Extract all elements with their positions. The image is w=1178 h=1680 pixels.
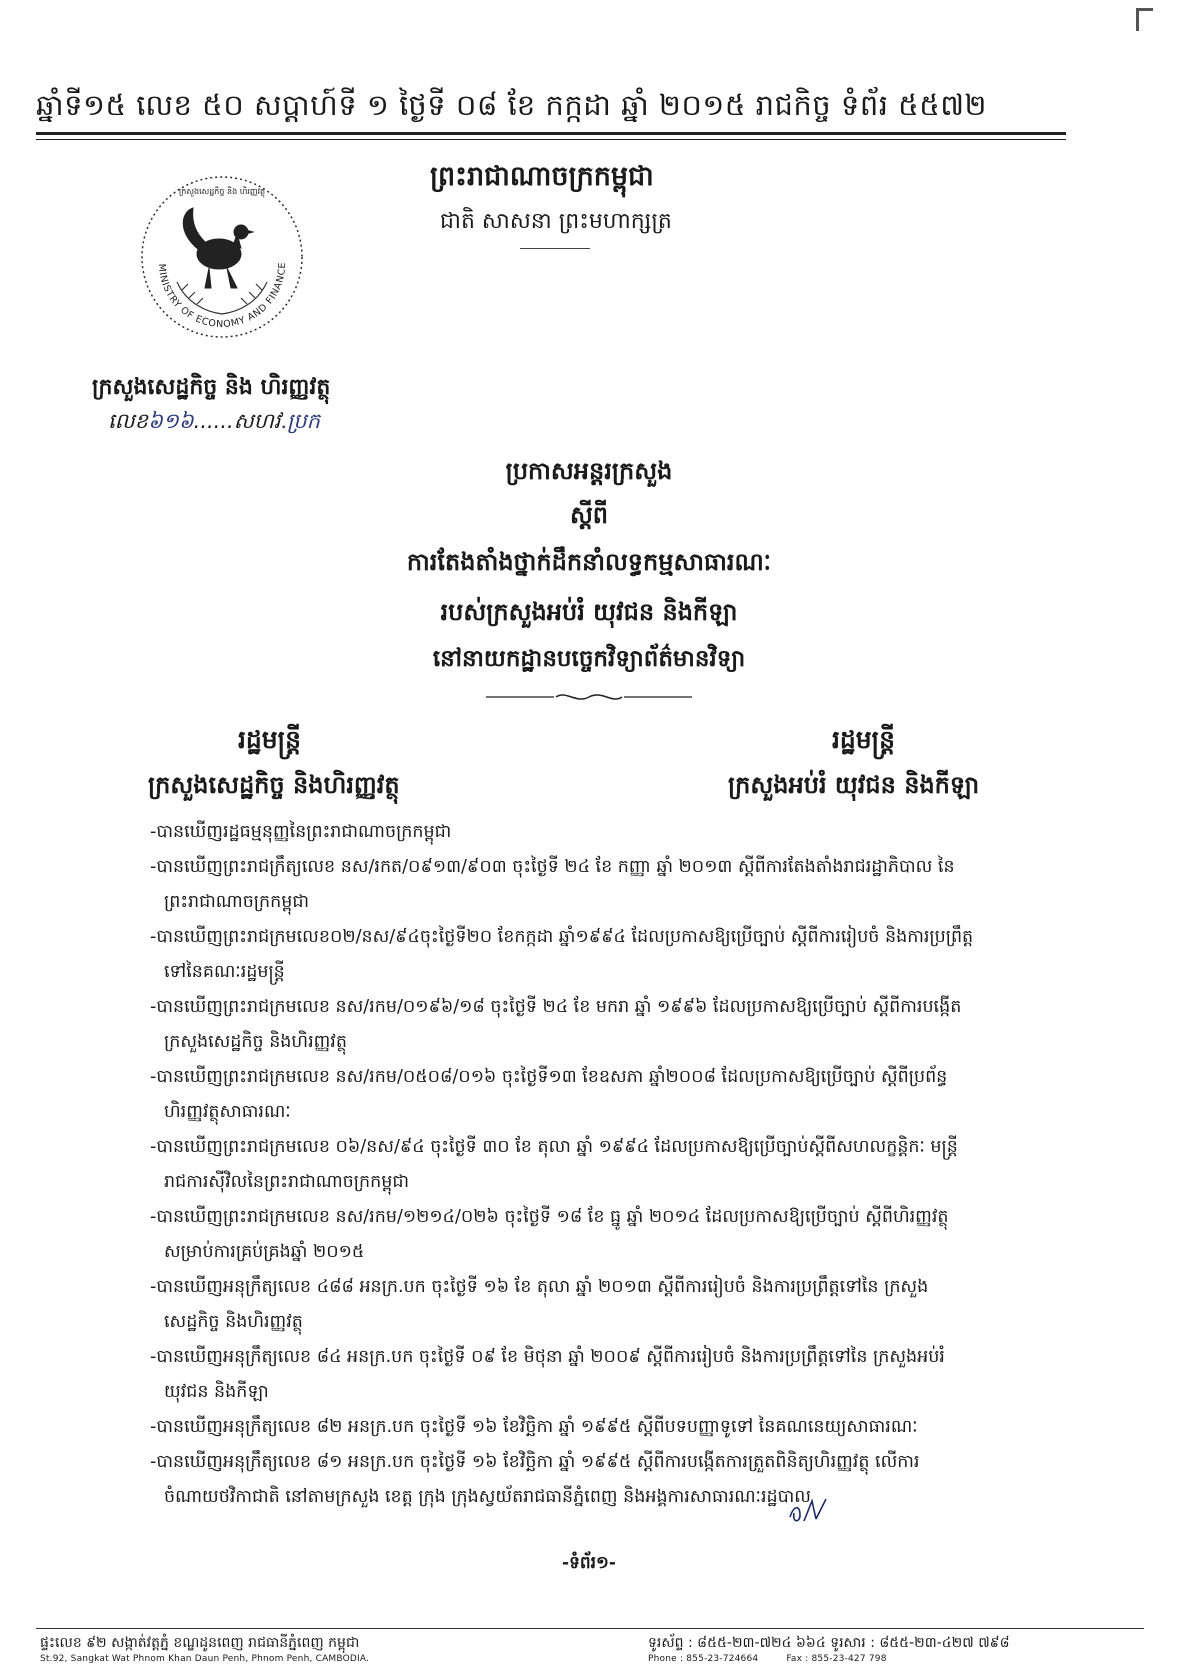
seal-text: MINISTRY OF ECONOMY AND FINANCE	[155, 261, 289, 331]
footer-address-kh: ផ្ទះលេខ ៩២ សង្កាត់វត្តភ្នំ ខណ្ឌដូនពេញ រាជធានីភ្នំពេញ កម្ពុជា	[40, 1635, 360, 1651]
page-number: -ទំព័រ១-	[562, 1553, 616, 1573]
legal-reference: -បានឃើញព្រះរាជក្រឹត្យលេខ នស/រកត/០៩១៣/៩០៣ ចុះថ្ងៃទី ២៤ ខែ កញ្ញា ឆ្នាំ ២០១៣ ស្ដីពីការតែងតាំងរាជរដ្ឋាភិបាល នៃ ព្រះរាជាណាចក្រកម្ពុជា	[150, 857, 955, 912]
svg-text:MINISTRY OF ECONOMY AND FINANC	[156, 262, 288, 330]
legal-reference: -បានឃើញព្រះរាជក្រមលេខ នស/រកម/០១៩៦/១៨ ចុះថ្ងៃទី ២៤ ខែ មករា ឆ្នាំ ១៩៩៦ ដែលប្រកាសឱ្យប្រើច្បាប់ ស្ដីពីការបង្កើត ក្រសួងសេដ្ឋកិច្ច និងហិរញ្ញវត្ថុ	[150, 997, 962, 1052]
ref-prefix: លេខ	[108, 409, 148, 433]
header-rule	[36, 132, 1066, 135]
document-title-line-2: របស់ក្រសួងអប់រំ យុវជន និងកីឡា	[440, 598, 738, 626]
footer-address	[40, 1634, 560, 1666]
footer-contact-kh: ទូរស័ព្ទ : ៨៥៥-២៣-៧២៤ ៦៦៤ ទូរសារ : ៨៥៥-២៣-៤២៧ ៧៩៨	[648, 1635, 1010, 1651]
right-signatory-ministry: ក្រសួងអប់រំ យុវជន និងកីឡា	[728, 771, 980, 799]
footer-address-en: St.92, Sangkat Wat Phnom Khan Daun Penh, Phnom Penh, CAMBODIA.	[40, 1654, 370, 1664]
kingdom-motto: ជាតិ សាសនា ព្រះមហាក្សត្រ	[440, 209, 672, 234]
reference-number	[108, 408, 320, 439]
document-title-line-1: ការតែងតាំងថ្នាក់ដឹកនាំលទ្ធកម្មសាធារណៈ	[406, 548, 772, 576]
motto-ornament	[520, 248, 590, 249]
legal-reference: -បានឃើញអនុក្រឹត្យលេខ ៨៤ អនក្រ.បក ចុះថ្ងៃទី ០៩ ខែ មិថុនា ឆ្នាំ ២០០៩ ស្ដីពីការរៀបចំ និងការប្រព្រឹត្តទៅនៃ ក្រសួងអប់រំ យុវជន និងកីឡា	[150, 1347, 945, 1402]
left-signatory-title: រដ្ឋមន្ត្រី	[238, 725, 301, 754]
footer-contact	[648, 1634, 1148, 1666]
legal-reference: -បានឃើញព្រះរាជក្រមលេខ នស/រកម/១២១៤/០២៦ ចុះថ្ងៃទី ១៨ ខែ ធ្នូ ឆ្នាំ ២០១៤ ដែលប្រកាសឱ្យប្រើច្បាប់ ស្ដីពីហិរញ្ញវត្ថុ សម្រាប់ការគ្រប់គ្រងឆ្នាំ ២០១៥	[150, 1207, 949, 1262]
document-type: ប្រកាសអន្តរក្រសួង	[505, 457, 673, 485]
issuing-ministry: ក្រសួងសេដ្ឋកិច្ច និង ហិរញ្ញវត្ថុ	[92, 375, 331, 400]
ref-dots: ......	[193, 409, 234, 433]
scan-corner-mark	[1136, 8, 1153, 31]
footer-contact-en	[648, 1652, 1148, 1666]
gazette-header: ឆ្នាំទី១៥ លេខ ៥០ សប្ដាហ៍ទី ១ ថ្ងៃទី ០៨ ខែ កក្កដា ឆ្នាំ ២០១៥ រាជកិច្ច ទំព័រ ៥៥៧២	[36, 88, 987, 122]
footer-fax: Fax : 855-23-427 798	[786, 1654, 887, 1664]
ref-number: ៦១៦	[148, 409, 194, 433]
seal-rooster-icon	[183, 208, 253, 288]
kingdom-title: ព្រះរាជាណាចក្រកម្ពុជា	[430, 161, 654, 192]
document-title-line-3: នៅនាយកដ្ឋានបច្ចេកវិទ្យាព័ត៌មានវិទ្យា	[432, 646, 746, 672]
ref-suffix: សហវ	[233, 409, 281, 433]
legal-reference: -បានឃើញអនុក្រឹត្យលេខ ៨២ អនក្រ.បក ចុះថ្ងៃទី ១៦ ខែវិច្ឆិកា ឆ្នាំ ១៩៩៥ ស្ដីពីបទបញ្ញាទូទៅ នៃគណនេយ្យសាធារណៈ	[150, 1417, 918, 1437]
legal-reference: -បានឃើញរដ្ឋធម្មនុញ្ញនៃព្រះរាជាណាចក្រកម្ពុជា	[150, 822, 452, 842]
right-signatory-title: រដ្ឋមន្ត្រី	[832, 725, 895, 754]
legal-reference: -បានឃើញអនុក្រឹត្យលេខ ៨១ អនក្រ.បក ចុះថ្ងៃទី ១៦ ខែវិច្ឆិកា ឆ្នាំ ១៩៩៥ ស្ដីពីការបង្កើតការត្រួតពិនិត្យហិរញ្ញវត្ថុ លើការ ចំណាយថវិកាជាតិ នៅតាមក្រសួង ខេត្ត ក្រុង ក្រុងស្វយ័តរាជធានីភ្នំពេញ និងអង្គការសាធារណៈរដ្ឋបាល	[150, 1452, 920, 1507]
ministry-seal-icon	[137, 172, 307, 342]
legal-reference: -បានឃើញព្រះរាជក្រមលេខ នស/រកម/០៥០៨/០១៦ ចុះថ្ងៃទី១៣ ខែឧសភា ឆ្នាំ២០០៨ ដែលប្រកាសឱ្យប្រើច្បាប់ ស្ដីពីប្រព័ន្ធ ហិរញ្ញវត្ថុសាធារណៈ	[150, 1067, 948, 1122]
document-about: ស្ដីពី	[569, 501, 609, 529]
seal-kh-text: ក្រសួងសេដ្ឋកិច្ច និង ហិរញ្ញវត្ថុ	[178, 187, 266, 196]
footer-phone: Phone : 855-23-724664	[648, 1654, 759, 1664]
legal-reference: -បានឃើញព្រះរាជក្រមលេខ០២/នស/៩៤ចុះថ្ងៃទី២០ ខែកក្កដា ឆ្នាំ១៩៩៤ ដែលប្រកាសឱ្យប្រើច្បាប់ ស្ដីពីការរៀបចំ និងការប្រព្រឹត្ត ទៅនៃគណៈរដ្ឋមន្ត្រី	[150, 927, 974, 982]
legal-reference: -បានឃើញព្រះរាជក្រមលេខ ០៦/នស/៩៤ ចុះថ្ងៃទី ៣០ ខែ តុលា ឆ្នាំ ១៩៩៤ ដែលប្រកាសឱ្យប្រើច្បាប់ស្ដីពីសហលក្ខន្តិកៈ មន្ត្រី រាជការស៊ីវិលនៃព្រះរាជាណាចក្រកម្ពុជា	[150, 1137, 958, 1192]
legal-references-list	[150, 815, 1025, 1515]
title-ornament-icon	[484, 690, 694, 704]
header-rule-thin	[36, 139, 1066, 140]
footer-rule	[36, 1628, 1144, 1629]
initial-mark-icon	[786, 1495, 830, 1525]
left-signatory-ministry: ក្រសួងសេដ្ឋកិច្ច និងហិរញ្ញវត្ថុ	[148, 771, 400, 799]
ref-code: .ប្រក	[280, 409, 320, 433]
legal-reference: -បានឃើញអនុក្រឹត្យលេខ ៤៨៨ អនក្រ.បក ចុះថ្ងៃទី ១៦ ខែ តុលា ឆ្នាំ ២០១៣ ស្ដីពីការរៀបចំ និងការប្រព្រឹត្តទៅនៃ ក្រសួង សេដ្ឋកិច្ច និងហិរញ្ញវត្ថុ	[150, 1277, 929, 1332]
